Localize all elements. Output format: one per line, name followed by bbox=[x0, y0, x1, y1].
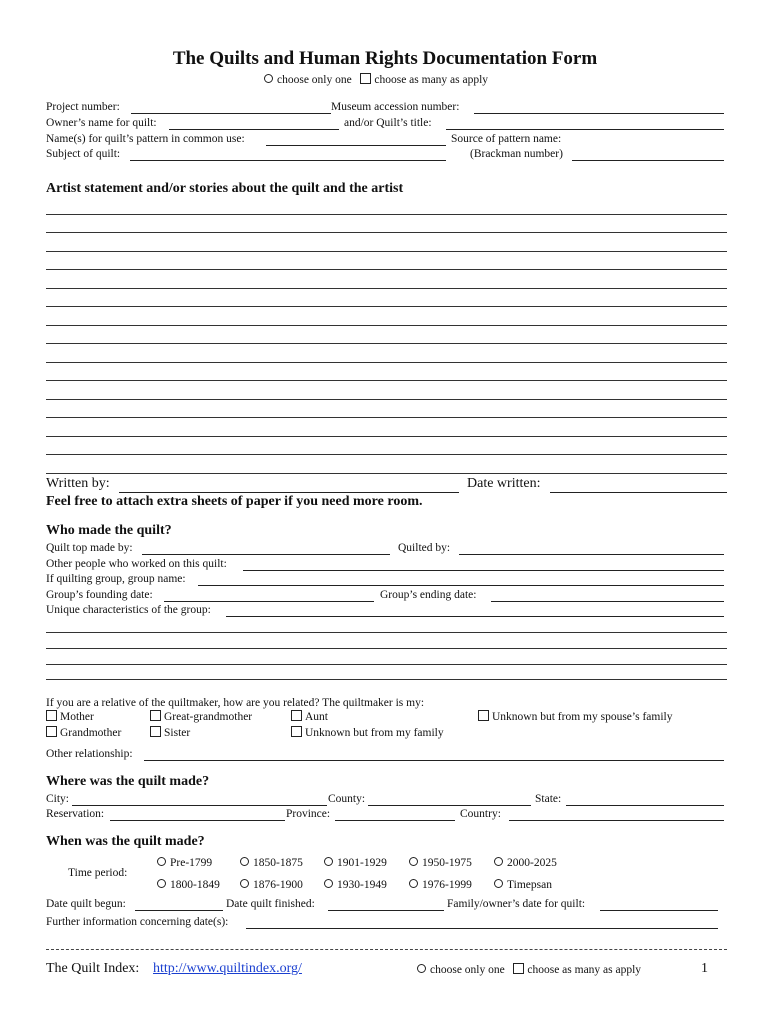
option-spouse-family[interactable] bbox=[478, 710, 672, 724]
unique-line[interactable] bbox=[46, 648, 727, 649]
option-grandmother[interactable] bbox=[46, 726, 121, 740]
period-label: 1800-1849 bbox=[170, 879, 220, 891]
where-heading: Where was the quilt made? bbox=[46, 774, 210, 789]
radio-legend-icon bbox=[264, 74, 273, 83]
legend-many-label: choose as many as apply bbox=[374, 74, 489, 86]
who-heading: Who made the quilt? bbox=[46, 523, 172, 538]
extra-sheets-note: Feel free to attach extra sheets of paper if you need more room. bbox=[46, 494, 423, 509]
period-option[interactable] bbox=[157, 856, 212, 870]
period-option[interactable] bbox=[324, 856, 387, 870]
radio-legend-icon bbox=[417, 964, 426, 973]
statement-line[interactable] bbox=[46, 380, 727, 381]
option-label: Unknown but from my family bbox=[305, 727, 444, 739]
other-people-field[interactable] bbox=[243, 570, 724, 571]
option-aunt[interactable] bbox=[291, 710, 328, 724]
founding-field[interactable] bbox=[164, 601, 374, 602]
footer-many-label: choose as many as apply bbox=[527, 964, 642, 976]
family-date-label: Family/owner’s date for quilt: bbox=[447, 898, 586, 910]
reservation-label: Reservation: bbox=[46, 808, 105, 820]
period-label: Timepsan bbox=[507, 879, 552, 891]
unique-line[interactable] bbox=[46, 679, 727, 680]
period-label: 1930-1949 bbox=[337, 879, 387, 891]
ending-field[interactable] bbox=[491, 601, 724, 602]
statement-line[interactable] bbox=[46, 417, 727, 418]
province-label: Province: bbox=[286, 808, 331, 820]
quilted-by-label: Quilted by: bbox=[398, 542, 451, 554]
checkbox-icon[interactable] bbox=[46, 710, 57, 721]
radio-icon[interactable] bbox=[324, 879, 333, 888]
option-label: Unknown but from my spouse’s family bbox=[492, 711, 673, 723]
other-relationship-field[interactable] bbox=[144, 760, 724, 761]
page-title: The Quilts and Human Rights Documentation Form bbox=[172, 48, 598, 69]
period-label: Pre-1799 bbox=[170, 857, 213, 869]
time-period-label: Time period: bbox=[68, 867, 128, 879]
period-option[interactable] bbox=[324, 878, 387, 892]
statement-line[interactable] bbox=[46, 362, 727, 363]
subject-field[interactable] bbox=[130, 160, 446, 161]
period-label: 1901-1929 bbox=[337, 857, 387, 869]
statement-line[interactable] bbox=[46, 473, 727, 474]
ending-label: Group’s ending date: bbox=[380, 589, 477, 601]
statement-line[interactable] bbox=[46, 251, 727, 252]
option-mother[interactable] bbox=[46, 710, 94, 724]
when-heading: When was the quilt made? bbox=[46, 834, 205, 849]
museum-accession-field[interactable] bbox=[474, 113, 724, 114]
option-label: Sister bbox=[164, 727, 191, 739]
footer-divider bbox=[46, 949, 727, 950]
province-field[interactable] bbox=[335, 820, 455, 821]
statement-line[interactable] bbox=[46, 454, 727, 455]
written-by-label: Written by: bbox=[46, 476, 110, 491]
founding-label: Group’s founding date: bbox=[46, 589, 153, 601]
statement-line[interactable] bbox=[46, 325, 727, 326]
checkbox-icon[interactable] bbox=[150, 726, 161, 737]
date-begun-label: Date quilt begun: bbox=[46, 898, 126, 910]
checkbox-icon[interactable] bbox=[46, 726, 57, 737]
radio-icon[interactable] bbox=[494, 879, 503, 888]
unique-line[interactable] bbox=[46, 632, 727, 633]
project-number-field[interactable] bbox=[131, 113, 331, 114]
group-name-label: If quilting group, group name: bbox=[46, 573, 186, 585]
artist-statement-heading: Artist statement and/or stories about the quilt and the artist bbox=[46, 181, 404, 196]
date-begun-field[interactable] bbox=[135, 910, 223, 911]
period-label: 1976-1999 bbox=[422, 879, 472, 891]
museum-accession-label: Museum accession number: bbox=[331, 101, 460, 113]
option-my-family[interactable] bbox=[291, 726, 444, 740]
other-relationship-label: Other relationship: bbox=[46, 748, 133, 760]
unique-line[interactable] bbox=[46, 664, 727, 665]
footer-index-label: The Quilt Index: bbox=[46, 961, 140, 976]
period-label: 1850-1875 bbox=[253, 857, 303, 869]
project-number-label: Project number: bbox=[46, 101, 120, 113]
family-date-field[interactable] bbox=[600, 910, 718, 911]
checkbox-legend-icon bbox=[513, 963, 524, 974]
period-option[interactable] bbox=[494, 878, 552, 892]
radio-icon[interactable] bbox=[494, 857, 503, 866]
subject-label: Subject of quilt: bbox=[46, 148, 121, 160]
state-field[interactable] bbox=[566, 805, 724, 806]
checkbox-icon[interactable] bbox=[478, 710, 489, 721]
period-label: 2000-2025 bbox=[507, 857, 557, 869]
source-pattern-field[interactable] bbox=[572, 160, 724, 161]
statement-line[interactable] bbox=[46, 232, 727, 233]
legend-one-label: choose only one bbox=[277, 74, 352, 86]
option-label: Mother bbox=[60, 711, 94, 723]
country-field[interactable] bbox=[509, 820, 724, 821]
footer-legend bbox=[417, 963, 641, 977]
city-label: City: bbox=[46, 793, 70, 805]
page-number: 1 bbox=[701, 961, 708, 976]
statement-line[interactable] bbox=[46, 269, 727, 270]
radio-icon[interactable] bbox=[240, 857, 249, 866]
quilted-by-field[interactable] bbox=[459, 554, 724, 555]
checkbox-icon[interactable] bbox=[150, 710, 161, 721]
date-written-label: Date written: bbox=[467, 476, 541, 491]
group-name-field[interactable] bbox=[198, 585, 724, 586]
unique-field[interactable] bbox=[226, 616, 724, 617]
other-people-label: Other people who worked on this quilt: bbox=[46, 558, 227, 570]
period-option[interactable] bbox=[409, 856, 472, 870]
relative-question: If you are a relative of the quiltmaker, how are you related? The quiltmaker is my: bbox=[46, 697, 425, 709]
period-label: 1950-1975 bbox=[422, 857, 472, 869]
radio-icon[interactable] bbox=[324, 857, 333, 866]
written-by-field[interactable] bbox=[119, 492, 459, 493]
date-written-field[interactable] bbox=[550, 492, 727, 493]
period-option[interactable] bbox=[409, 878, 472, 892]
reservation-field[interactable] bbox=[110, 820, 285, 821]
option-label: Grandmother bbox=[60, 727, 122, 739]
quilt-title-label: and/or Quilt’s title: bbox=[344, 117, 432, 129]
radio-icon[interactable] bbox=[240, 879, 249, 888]
period-label: 1876-1900 bbox=[253, 879, 303, 891]
further-info-label: Further information concerning date(s): bbox=[46, 916, 229, 928]
owners-name-label: Owner’s name for quilt: bbox=[46, 117, 157, 129]
statement-line[interactable] bbox=[46, 214, 727, 215]
source-pattern-label: Source of pattern name: bbox=[451, 133, 562, 145]
names-common-field[interactable] bbox=[266, 145, 446, 146]
radio-icon[interactable] bbox=[157, 879, 166, 888]
state-label: State: bbox=[535, 793, 562, 805]
unique-label: Unique characteristics of the group: bbox=[46, 604, 211, 616]
county-field[interactable] bbox=[368, 805, 531, 806]
further-info-field[interactable] bbox=[246, 928, 718, 929]
county-label: County: bbox=[328, 793, 366, 805]
checkbox-icon[interactable] bbox=[291, 710, 302, 721]
period-option[interactable] bbox=[494, 856, 557, 870]
owners-name-field[interactable] bbox=[169, 129, 339, 130]
date-finished-field[interactable] bbox=[328, 910, 444, 911]
option-great-grandmother[interactable] bbox=[150, 710, 252, 724]
footer-one-label: choose only one bbox=[430, 964, 505, 976]
legend bbox=[264, 73, 488, 87]
statement-line[interactable] bbox=[46, 306, 727, 307]
city-field[interactable] bbox=[72, 805, 327, 806]
names-common-label: Name(s) for quilt’s pattern in common use: bbox=[46, 133, 245, 145]
brackman-label: (Brackman number) bbox=[470, 148, 563, 160]
country-label: Country: bbox=[460, 808, 501, 820]
radio-icon[interactable] bbox=[409, 879, 418, 888]
period-option[interactable] bbox=[240, 856, 303, 870]
date-finished-label: Date quilt finished: bbox=[226, 898, 315, 910]
radio-icon[interactable] bbox=[157, 857, 166, 866]
quilt-title-field[interactable] bbox=[446, 129, 724, 130]
quilt-index-link[interactable]: http://www.quiltindex.org/ bbox=[153, 961, 302, 976]
statement-line[interactable] bbox=[46, 436, 727, 437]
top-made-by-field[interactable] bbox=[142, 554, 390, 555]
option-sister[interactable] bbox=[150, 726, 190, 740]
period-option[interactable] bbox=[157, 878, 220, 892]
period-option[interactable] bbox=[240, 878, 303, 892]
statement-line[interactable] bbox=[46, 343, 727, 344]
option-label: Aunt bbox=[305, 711, 328, 723]
statement-line[interactable] bbox=[46, 288, 727, 289]
checkbox-legend-icon bbox=[360, 73, 371, 84]
checkbox-icon[interactable] bbox=[291, 726, 302, 737]
option-label: Great-grandmother bbox=[164, 711, 253, 723]
radio-icon[interactable] bbox=[409, 857, 418, 866]
top-made-by-label: Quilt top made by: bbox=[46, 542, 133, 554]
statement-line[interactable] bbox=[46, 399, 727, 400]
